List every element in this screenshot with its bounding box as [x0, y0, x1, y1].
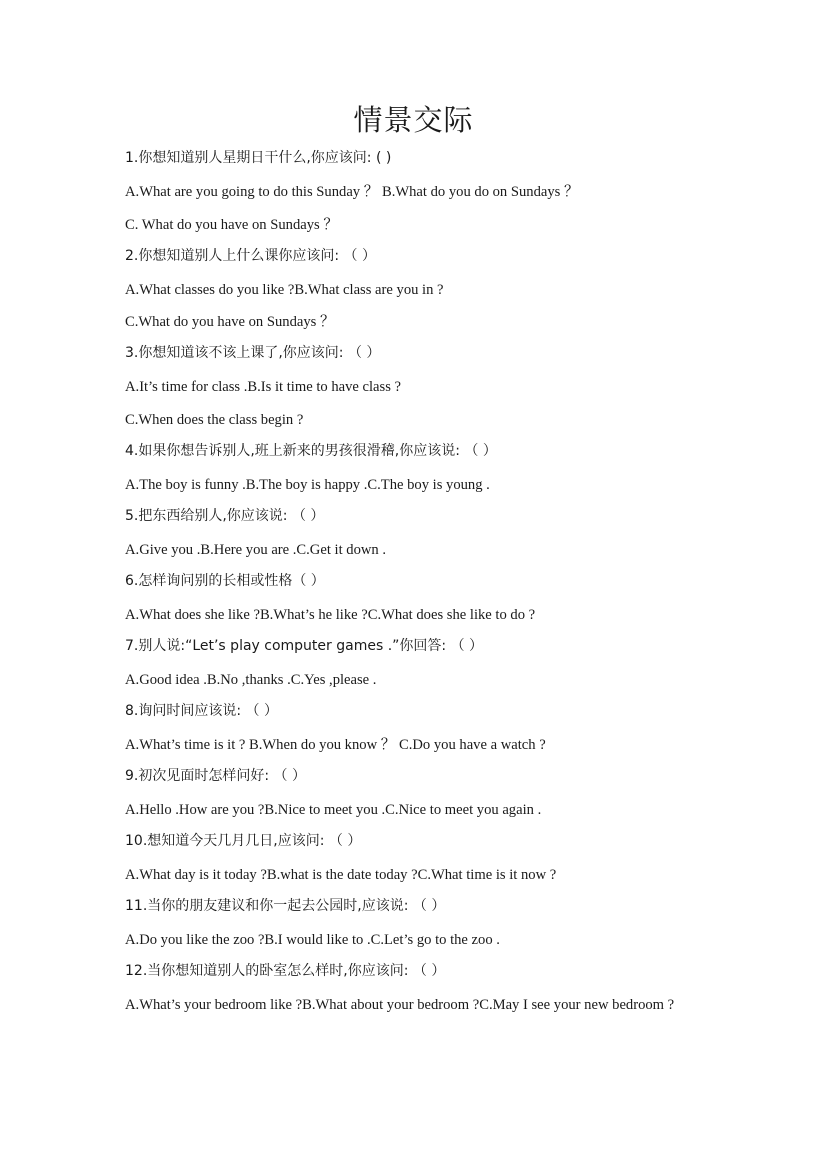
question-option: A.Hello .How are you ?B.Nice to meet you .C.Nice to meet you again .	[125, 802, 542, 818]
question-prompt: 9.初次见面时怎样问好: （ ）	[125, 768, 306, 784]
question-prompt: 1.你想知道别人星期日干什么,你应该问: ( )	[125, 150, 392, 166]
question-prompt: 8.询问时间应该说: （ ）	[125, 703, 278, 719]
question-prompt: 7.别人说:“Let’s play computer games .”你回答: （ ）	[125, 638, 484, 654]
page-title: 情景交际	[353, 103, 474, 137]
question-option: A.Do you like the zoo ?B.I would like to .C.Let’s go to the zoo .	[125, 932, 500, 948]
question-option: A.What classes do you like ?B.What class are you in ?	[125, 282, 444, 298]
question-option: A.What are you going to do this Sunday ？ B.What do you do on Sundays ？	[125, 184, 579, 200]
question-prompt: 11.当你的朋友建议和你一起去公园时,应该说: （ ）	[125, 898, 446, 914]
question-prompt: 4.如果你想告诉别人,班上新来的男孩很滑稽,你应该说: （ ）	[125, 443, 497, 459]
question-prompt: 10.想知道今天几月几日,应该问: （ ）	[125, 833, 362, 849]
question-option: A.Give you .B.Here you are .C.Get it down .	[125, 542, 387, 558]
question-option: A.What’s your bedroom like ?B.What about your bedroom ?C.May I see your new bedroom ?	[125, 997, 675, 1013]
question-option: A.What day is it today ?B.what is the date today ?C.What time is it now ?	[125, 867, 557, 883]
question-option: C.When does the class begin ?	[125, 412, 304, 428]
question-prompt: 12.当你想知道别人的卧室怎么样时,你应该问: （ ）	[125, 963, 446, 979]
question-option: C. What do you have on Sundays ？	[125, 217, 338, 233]
question-prompt: 3.你想知道该不该上课了,你应该问: （ ）	[125, 345, 381, 361]
question-option: A.What does she like ?B.What’s he like ?C.What does she like to do ?	[125, 607, 536, 623]
question-prompt: 2.你想知道别人上什么课你应该问: （ ）	[125, 248, 376, 264]
question-option: A.The boy is funny .B.The boy is happy .C.The boy is young .	[125, 477, 490, 493]
question-option: A.Good idea .B.No ,thanks .C.Yes ,please .	[125, 672, 377, 688]
question-prompt: 5.把东西给别人,你应该说: （ ）	[125, 508, 325, 524]
question-option: C.What do you have on Sundays ？	[125, 314, 335, 330]
question-prompt: 6.怎样询问别的长相或性格（ ）	[125, 573, 325, 589]
question-option: A.It’s time for class .B.Is it time to have class ?	[125, 379, 402, 395]
question-option: A.What’s time is it ? B.When do you know ？ C.Do you have a watch ?	[125, 737, 546, 753]
